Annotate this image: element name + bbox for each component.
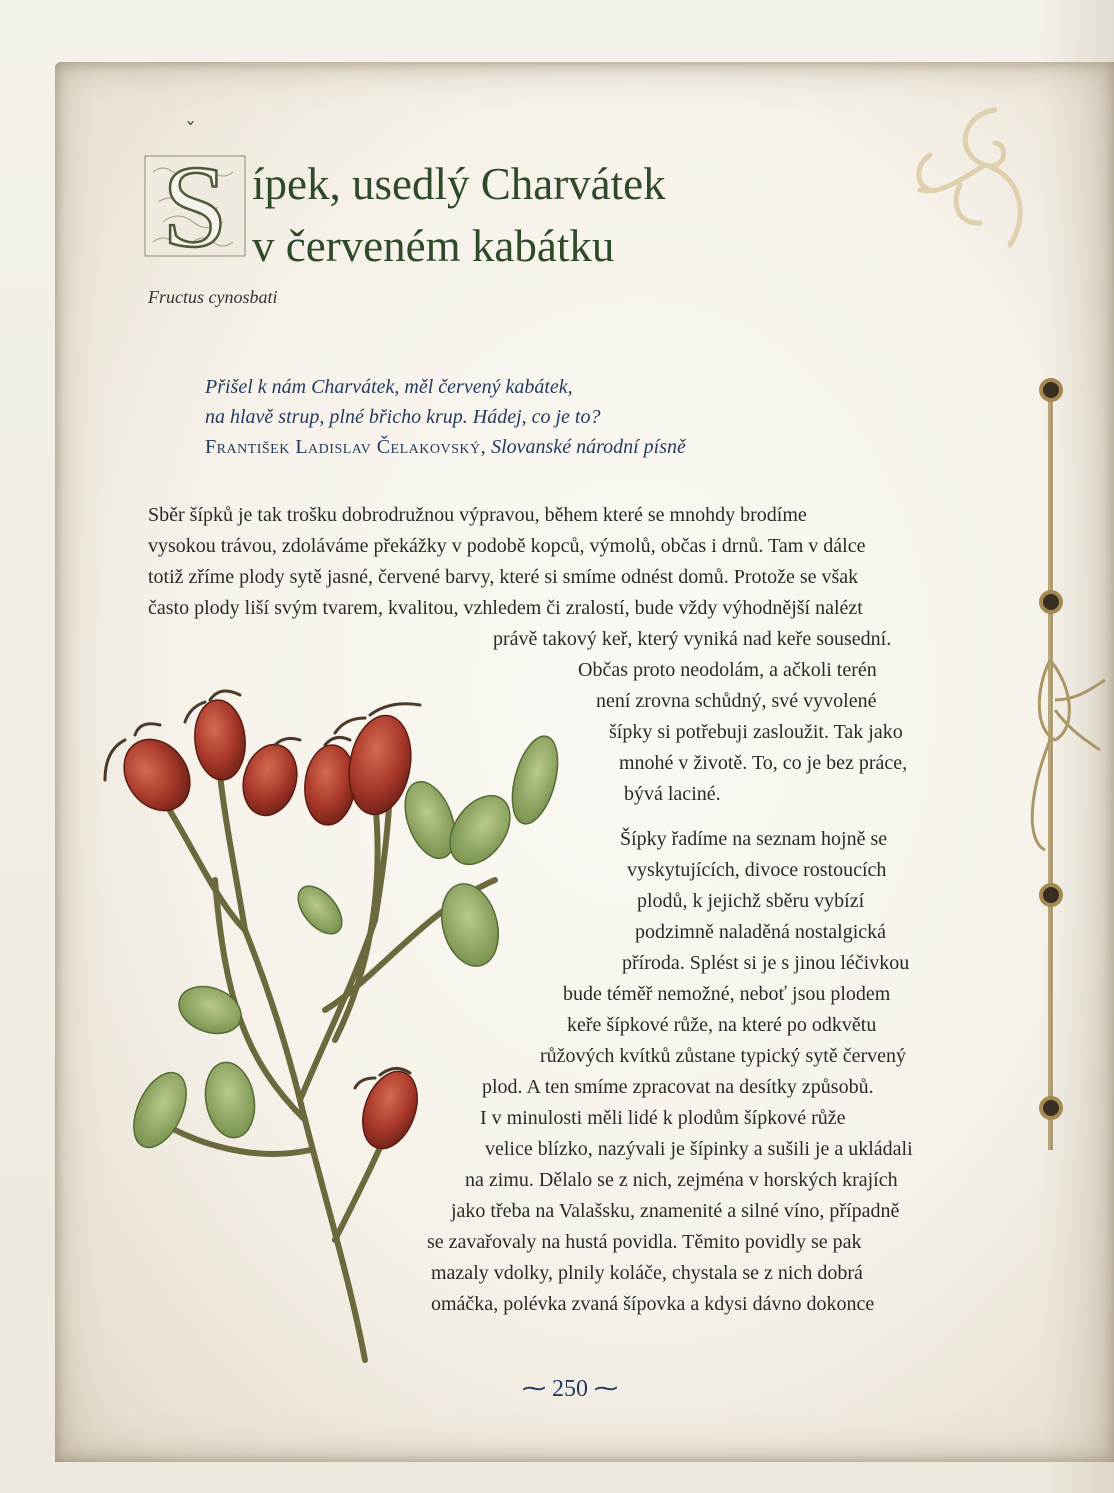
poem-source: Slovanské národní písně bbox=[491, 436, 686, 458]
body-line: plod. A ten smíme zpracovat na desítky způsobů. bbox=[482, 1076, 874, 1098]
title-line-2: v červeném kabátku bbox=[252, 221, 615, 271]
title-line-1: ípek, usedlý Charvátek bbox=[252, 159, 666, 209]
body-line: bude téměř nemožné, neboť jsou plodem bbox=[563, 983, 891, 1005]
rose-hip-illustration bbox=[95, 680, 585, 1370]
tilde-ornament-right-icon: ⁓ bbox=[588, 1376, 618, 1402]
poem-attribution bbox=[205, 432, 686, 462]
body-line: I v minulosti měli lidé k plodům šípkové růže bbox=[480, 1107, 846, 1129]
initial-caron: ˇ bbox=[185, 120, 196, 145]
body-line: vyskytujících, divoce rostoucích bbox=[627, 859, 887, 881]
poem-line-2: na hlavě strup, plné břicho krup. Hádej, co je to? bbox=[205, 406, 601, 428]
body-line: právě takový keř, který vyniká nad keře sousední. bbox=[493, 628, 892, 650]
svg-text:S: S bbox=[162, 152, 228, 260]
body-line: Šípky řadíme na seznam hojně se bbox=[620, 828, 888, 850]
body-line: se zavařovaly na hustá povidla. Těmito povidly se pak bbox=[427, 1231, 862, 1253]
body-line: často plody liší svým tvarem, kvalitou, vzhledem či zralostí, bude vždy výhodnější nalézt bbox=[148, 597, 863, 619]
body-line: totiž zříme plody sytě jasné, červené barvy, které si smíme odnést domů. Protože se však bbox=[148, 566, 859, 588]
binding-cord-icon bbox=[1030, 370, 1110, 1150]
poem-quote bbox=[205, 372, 686, 462]
body-line: podzimně naladěná nostalgická bbox=[635, 921, 887, 943]
tilde-ornament-left-icon: ⁓ bbox=[522, 1376, 552, 1402]
body-line: růžových kvítků zůstane typický sytě červený bbox=[540, 1045, 906, 1067]
body-line: Občas proto neodolám, a ačkoli terén bbox=[578, 659, 877, 681]
body-line: keře šípkové růže, na které po odkvětu bbox=[567, 1014, 877, 1036]
poem-line-1: Přišel k nám Charvátek, měl červený kabátek, bbox=[205, 376, 573, 398]
poem-author: František Ladislav Čelakovský, bbox=[205, 436, 487, 458]
body-line: velice blízko, nazývali je šípinky a sušili je a ukládali bbox=[485, 1138, 913, 1160]
flourish-ornament-icon bbox=[900, 95, 1050, 265]
body-line: bývá laciné. bbox=[624, 783, 721, 805]
page-number bbox=[480, 1374, 660, 1403]
body-line: mazaly vdolky, plnily koláče, chystala se z nich dobrá bbox=[431, 1262, 863, 1284]
body-line: jako třeba na Valašsku, znamenité a silné víno, případně bbox=[451, 1200, 900, 1222]
body-line: plodů, k jejichž sběru vybízí bbox=[637, 890, 865, 912]
page-number-value: 250 bbox=[552, 1376, 588, 1402]
decorated-initial-icon bbox=[143, 152, 248, 260]
body-line: šípky si potřebuji zasloužit. Tak jako bbox=[609, 721, 903, 743]
latin-name: Fructus cynosbati bbox=[148, 287, 278, 307]
body-line: vysokou trávou, zdoláváme překážky v podobě kopců, výmolů, občas i drnů. Tam v dálce bbox=[148, 535, 866, 557]
body-line: na zimu. Dělalo se z nich, zejména v horských krajích bbox=[465, 1169, 898, 1191]
body-line: Sběr šípků je tak trošku dobrodružnou výpravou, během které se mnohdy brodíme bbox=[148, 504, 807, 526]
body-line: mnohé v životě. To, co je bez práce, bbox=[619, 752, 908, 774]
body-line: příroda. Splést si je s jinou léčivkou bbox=[622, 952, 910, 974]
body-line: omáčka, polévka zvaná šípovka a kdysi dávno dokonce bbox=[431, 1293, 875, 1315]
body-line: není zrovna schůdný, své vyvolené bbox=[596, 690, 877, 712]
